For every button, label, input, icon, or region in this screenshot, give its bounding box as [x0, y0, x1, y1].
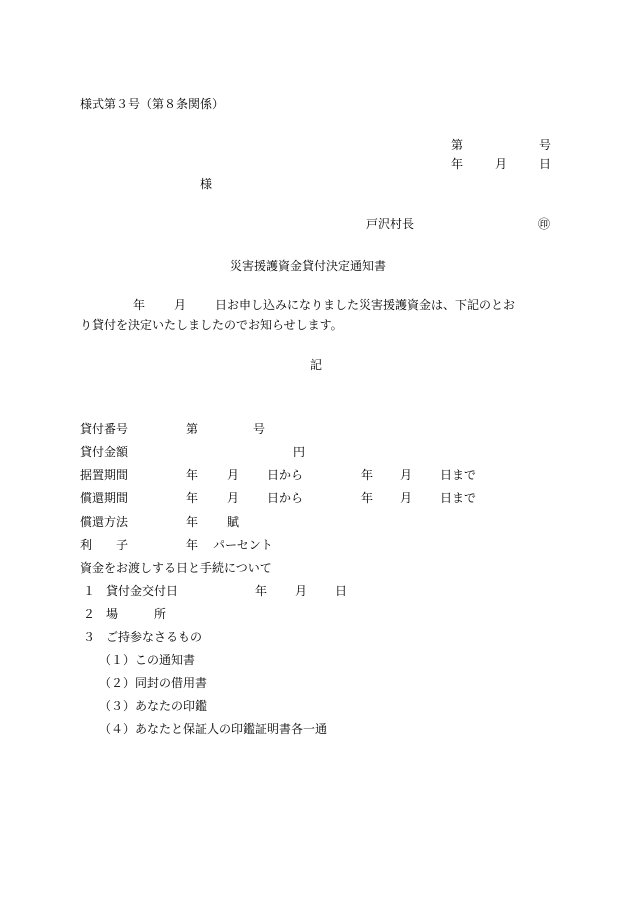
repay-period-label: 償還期間 — [80, 491, 129, 505]
bring-item-2: （２）同封の借用書 — [99, 676, 208, 690]
grace-y2: 年 — [361, 468, 374, 482]
loan-amount-label: 貸付金額 — [80, 445, 129, 459]
repay-method-label: 償還方法 — [80, 515, 129, 529]
intro-line1: 日お申し込みになりました災害援護資金は、下記のとお — [215, 298, 516, 312]
ki-mark: 記 — [310, 358, 323, 372]
repay-method-year: 年 — [186, 515, 199, 529]
interest-percent: パーセント — [213, 538, 273, 552]
date-year: 年 — [451, 157, 464, 171]
grace-period-label: 据置期間 — [80, 468, 129, 482]
interest-label: 利 子 — [80, 538, 129, 552]
addressee-suffix: 様 — [200, 177, 213, 191]
delivery-2-label: 場 所 — [106, 607, 167, 621]
seal-mark: ㊞ — [538, 217, 551, 231]
intro-month: 月 — [174, 298, 187, 312]
delivery-1-year: 年 — [255, 584, 268, 598]
delivery-3-num: ３ — [83, 630, 96, 644]
loan-number-go: 号 — [253, 422, 266, 436]
bring-item-3: （３）あなたの印鑑 — [99, 699, 208, 713]
delivery-1-num: １ — [83, 584, 96, 598]
grace-d1: 日から — [267, 468, 304, 482]
grace-m2: 月 — [400, 468, 413, 482]
repay-d1: 日から — [267, 491, 304, 505]
repay-method-fu: 賦 — [227, 515, 240, 529]
delivery-1-label: 貸付金交付日 — [106, 584, 179, 598]
grace-m1: 月 — [227, 468, 240, 482]
date-month: 月 — [495, 157, 508, 171]
issuer-name: 戸沢村長 — [366, 217, 415, 231]
delivery-heading: 資金をお渡しする日と手続について — [80, 561, 272, 575]
grace-d2: 日まで — [440, 468, 477, 482]
loan-number-label: 貸付番号 — [80, 422, 129, 436]
interest-year: 年 — [186, 538, 199, 552]
loan-number-dai: 第 — [186, 422, 199, 436]
repay-y1: 年 — [186, 491, 199, 505]
grace-y1: 年 — [186, 468, 199, 482]
delivery-2-num: ２ — [83, 607, 96, 621]
delivery-3-label: ご持参なさるもの — [106, 630, 203, 644]
intro-year: 年 — [133, 298, 146, 312]
repay-y2: 年 — [361, 491, 374, 505]
intro-line2: り貸付を決定いたしましたのでお知らせします。 — [80, 318, 343, 332]
delivery-1-day: 日 — [335, 584, 348, 598]
doc-number-go: 号 — [539, 138, 552, 152]
document-title: 災害援護資金貸付決定通知書 — [230, 259, 387, 273]
form-label: 様式第３号（第８条関係） — [80, 97, 225, 111]
date-day: 日 — [539, 157, 552, 171]
bring-item-4: （４）あなたと保証人の印鑑証明書各一通 — [99, 722, 328, 736]
doc-number-dai: 第 — [451, 138, 464, 152]
repay-m2: 月 — [400, 491, 413, 505]
bring-item-1: （１）この通知書 — [99, 653, 196, 667]
repay-m1: 月 — [227, 491, 240, 505]
loan-amount-unit: 円 — [293, 445, 306, 459]
repay-d2: 日まで — [440, 491, 477, 505]
delivery-1-month: 月 — [295, 584, 308, 598]
